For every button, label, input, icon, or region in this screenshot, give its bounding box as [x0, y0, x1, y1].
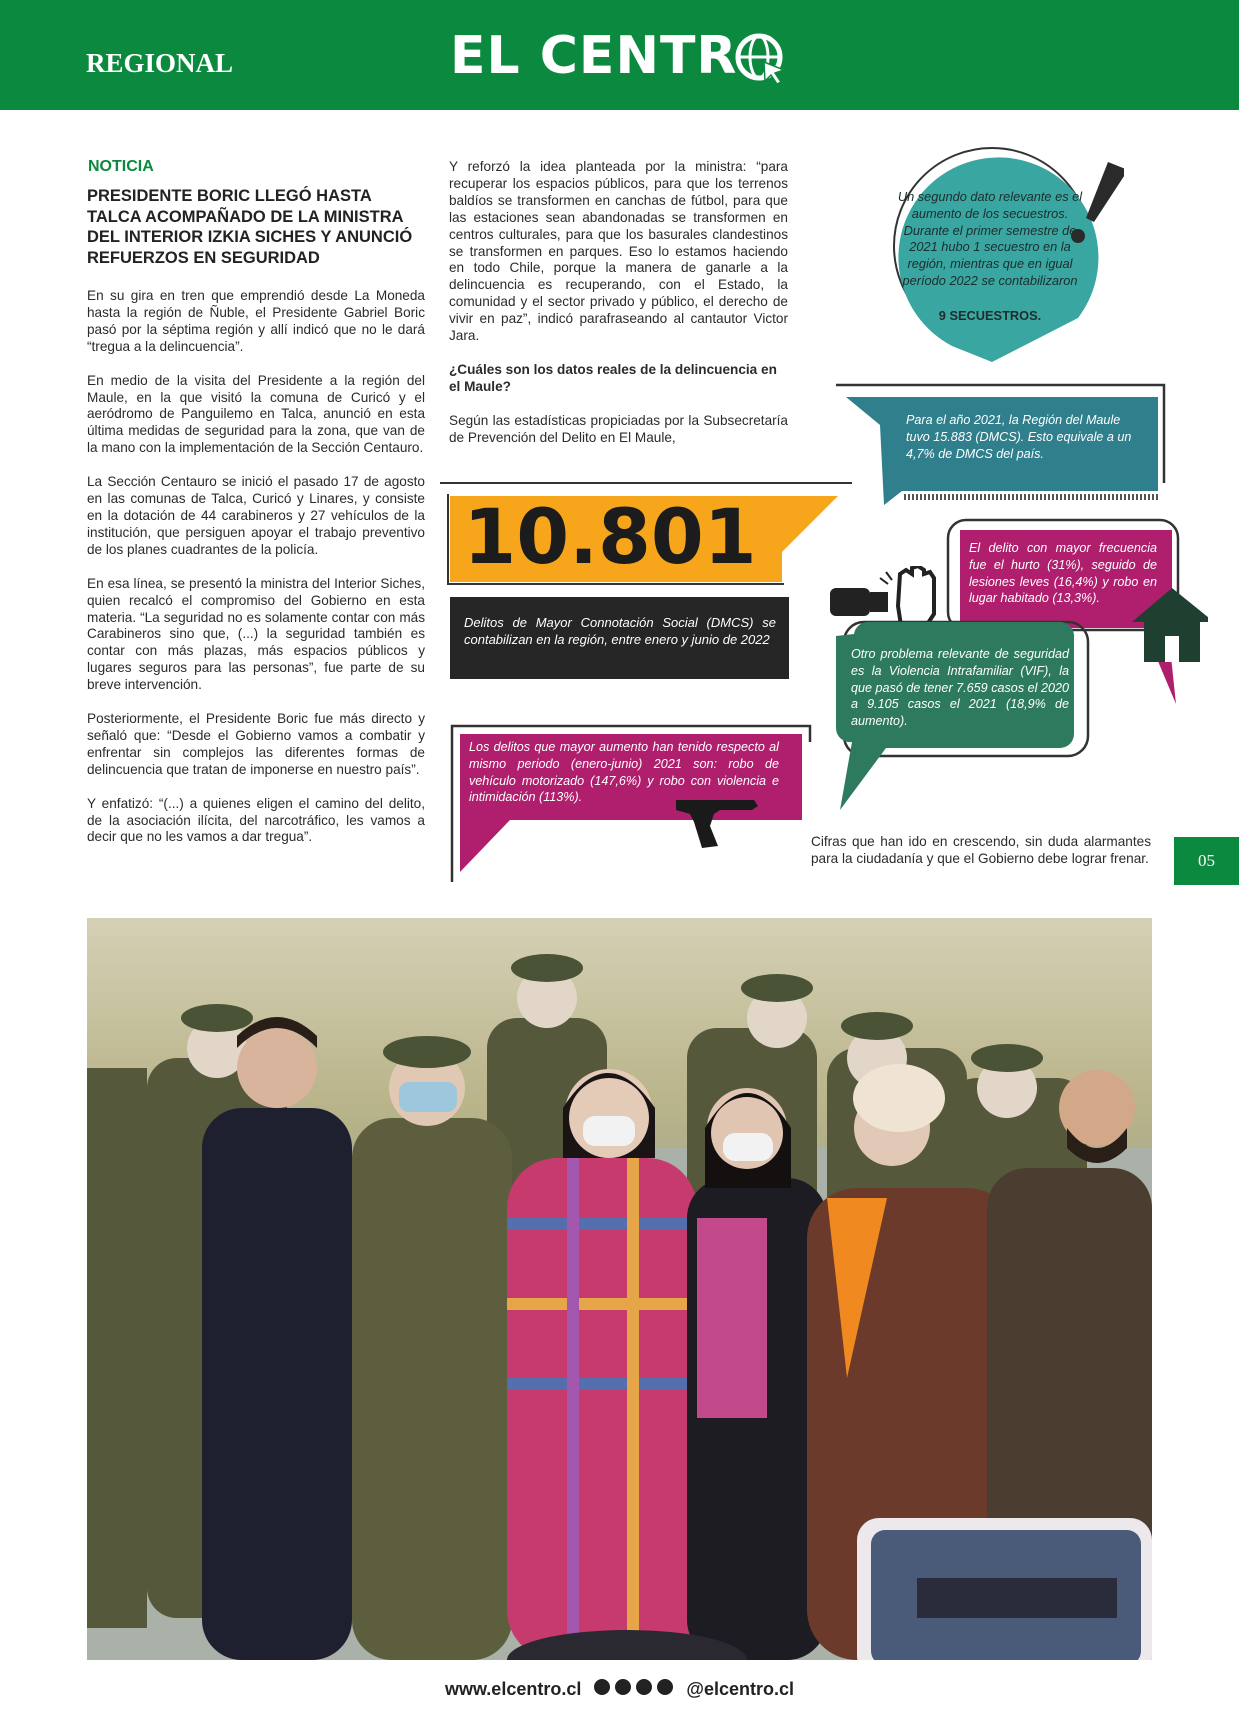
paragraph: Según las estadísticas propiciadas por la Subsecretaría de Prevención del Delito en El Maule,	[449, 412, 788, 445]
big-stat-caption-box	[450, 597, 789, 679]
footer-handle[interactable]: @elcentro.cl	[686, 1678, 795, 1699]
pistol-icon	[676, 800, 758, 848]
paragraph: En medio de la visita del Presidente a la región del Maule, en la que visitó la comuna de Curicó y el aeródromo de Panguilemo en Talca, anunció en esta última medidas de seguridad para la zona, que van de la mano con la implementación de la Sección Centauro.	[87, 372, 425, 456]
paragraph: Y enfatizó: “(...) a quienes eligen el camino del delito, de la asociación ilícita, del narcotráfico, les vamos a decir que no les vamos a dar tregua”.	[87, 795, 425, 845]
section-label: REGIONAL	[86, 48, 234, 78]
big-stat-number: 10.801	[463, 492, 757, 581]
closing-paragraph	[811, 834, 1151, 885]
vif-text: Otro problema relevante de seguridad es la Violencia Intrafamiliar (VIF), la que pasó de tener 7.659 casos el 2020 a 9.105 casos el 2021 (18,9% de aumento).	[851, 647, 1069, 729]
kidnap-highlight: 9 SECUESTROS.	[938, 308, 1042, 323]
theft-text: El delito con mayor frecuencia fue el hurto (31%), seguido de lesiones leves (16,4%) y robo en lugar habitado (13,3%).	[969, 541, 1157, 606]
section-subhead: ¿Cuáles son los datos reales de la delincuencia en el Maule?	[449, 361, 777, 394]
instagram-icon[interactable]	[615, 1679, 631, 1695]
photo-illustration	[87, 918, 1152, 1660]
social-icons	[594, 1679, 673, 1700]
masthead	[0, 0, 1239, 110]
article-column-1	[87, 288, 425, 863]
paragraph: En su gira en tren que emprendió desde La Moneda hasta la región de Ñuble, el Presidente Gabriel Boric pasó por la séptima región y allí indicó que no le dará “tregua a la delincuencia”.	[87, 288, 425, 354]
paragraph: Posteriormente, el Presidente Boric fue más directo y señaló que: “Desde el Gobierno vamos a combatir y enfrentar sin complejos las diferentes formas de delincuencia que tratan de imponerse en nuestro país”.	[87, 711, 425, 777]
brand-name[interactable]: EL CENTR	[450, 26, 738, 86]
article-kicker: NOTICIA	[88, 158, 154, 175]
increase-text: Los delitos que mayor aumento han tenido respecto al mismo periodo (enero-junio) 2021 son: robo de vehículo motorizado (147,6%) y robo con violencia e intimidación (113%).	[469, 740, 779, 805]
page-number: 05	[1174, 837, 1239, 885]
paragraph: Y reforzó la idea planteada por la ministra: “para recuperar los espacios públicos, para que los terrenos baldíos se transformen en canchas de fútbol, para que las estaciones sean abandonadas se transformen en centros culturales, para que los basurales clandestinos se transformen en parques. Eso lo estamos haciendo en todo Chile, porque la manera de ganarle a la delincuencia es recuperando, con el Estado, la comunidad y el sector privado y público, el derecho de vivir en paz”, indicó parafraseando al cantautor Victor Jara.	[449, 159, 788, 344]
twitter-icon[interactable]	[657, 1679, 673, 1695]
youtube-icon[interactable]	[636, 1679, 652, 1695]
globe-cursor-icon	[734, 32, 788, 86]
paragraph: En esa línea, se presentó la ministra del Interior Siches, quien recalcó el compromiso del Gobierno en esta materia. “La seguridad no es solamente contar con más Carabineros sino que, (...) la seguridad también es contar con más plazas, más espacios públicos y lugares seguros para las personas”, fue parte de su breve intervención.	[87, 575, 425, 693]
article-headline: PRESIDENTE BORIC LLEGÓ HASTA TALCA ACOMPAÑADO DE LA MINISTRA DEL INTERIOR IZKIA SICHES Y ANUNCIÓ REFUERZOS EN SEGURIDAD	[87, 187, 413, 267]
kidnap-text: Un segundo dato relevante es el aumento de los secuestros. Durante el primer semestre de 2021 hubo 1 secuestro en la región, mientras que en igual período 2022 se contabilizaron	[897, 189, 1083, 288]
region-text: Para el año 2021, la Región del Maule tuvo 15.883 (DMCS). Esto equivale a un 4,7% de DMCS del país.	[906, 413, 1132, 461]
facebook-icon[interactable]	[594, 1679, 610, 1695]
big-stat-caption: Delitos de Mayor Connotación Social (DMCS) se contabilizan en la región, entre enero y junio de 2022	[464, 615, 776, 647]
footer-website[interactable]: www.elcentro.cl	[444, 1678, 582, 1699]
paragraph: Cifras que han ido en crescendo, sin duda alarmantes para la ciudadanía y que el Gobierno debe lograr frenar.	[811, 834, 1151, 866]
paragraph: La Sección Centauro se inició el pasado 17 de agosto en las comunas de Talca, Curicó y Linares, y consiste en la dotación de 44 carabineros y 27 vehículos de la institución, que persiguen apoyar el trabajo preventivo de los planes cuadrantes de la policía.	[87, 474, 425, 557]
article-column-2	[449, 159, 788, 464]
divider	[440, 482, 852, 484]
footer	[0, 1678, 1239, 1704]
article-photo	[87, 918, 1152, 1660]
